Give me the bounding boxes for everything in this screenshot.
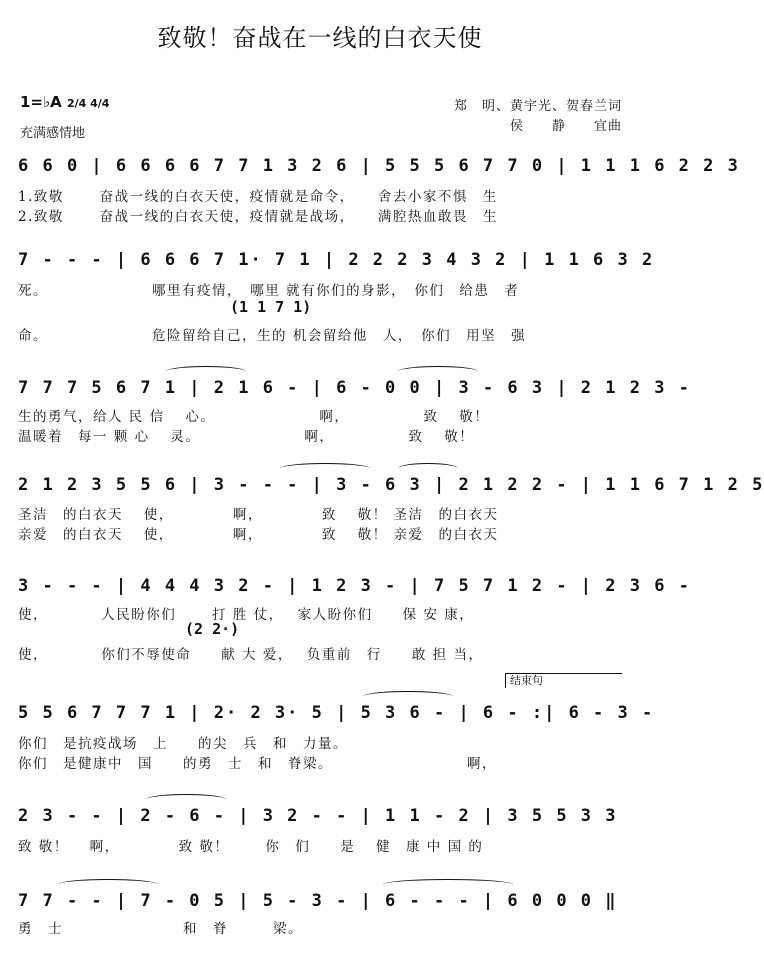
slur	[166, 366, 246, 377]
notation-line: 7 - - - | 6 6 6 7 1· 7 1 | 2 2 2 3 4 3 2 | 1 1 6 3 2	[18, 250, 655, 270]
notation-line: 7 7 7 5 6 7 1 | 2 1 6 - | 6 - 0 0 | 3 - 6 3 | 2 1 2 3 -	[18, 378, 691, 398]
slur	[280, 463, 370, 474]
lyric-line-8: 勇 士 和 脊 梁。	[18, 921, 303, 937]
composer-credit: 侯 静 宜曲	[509, 119, 622, 134]
alternate-notes: (2 2·)	[185, 620, 240, 638]
lyric-line-4-verse-2: 亲爱 的白衣天 使， 啊， 致 敬！ 亲爱 的白衣天	[18, 527, 499, 543]
lyric-line-4-verse-1: 圣洁 的白衣天 使， 啊， 致 敬！ 圣洁 的白衣天	[18, 507, 499, 523]
slur	[363, 691, 453, 702]
staff-row-5	[18, 570, 691, 604]
lyric-line-2-verse-1: 死。 哪里有疫情， 哪里 就有你们的身影， 你们 给患 者	[18, 283, 520, 299]
staff-row-1	[18, 150, 740, 184]
staff-row-2	[18, 244, 655, 278]
notation-line: 3 - - - | 4 4 4 3 2 - | 1 2 3 - | 7 5 7 1 2 - | 2 3 6 -	[18, 576, 691, 596]
slur	[398, 463, 458, 474]
lyric-line-5-verse-1: 使， 人民盼你们 打 胜 仗， 家人盼你们 保 安 康，	[18, 607, 475, 623]
notation-line: 2 3 - - | 2 - 6 - | 3 2 - - | 1 1 - 2 | 3 5 5 3 3	[18, 806, 618, 826]
staff-row-3	[18, 372, 691, 406]
lyric-line-3-verse-2: 温暖着 每一 颗 心 灵。 啊， 致 敬！	[18, 429, 475, 445]
slur	[146, 794, 226, 805]
staff-row-6	[18, 697, 655, 731]
song-title: 致敬！奋战在一线的白衣天使	[157, 24, 483, 52]
ending-label: 结束句	[505, 673, 622, 688]
notation-line: 5 5 6 7 7 7 1 | 2· 2 3· 5 | 5 3 6 - | 6 - :| 6 - 3 -	[18, 703, 655, 723]
lyricist-credit: 郑 明、黄宇光、贺春兰词	[453, 99, 622, 114]
slur	[58, 879, 158, 890]
staff-row-8	[18, 885, 622, 919]
lyric-line-2-verse-2: 命。 危险留给自己，生的 机会留给他 人， 你们 用坚 强	[18, 328, 527, 344]
lyric-line-3-verse-1: 生的勇气，给人 民 信 心。 啊， 致 敬！	[18, 409, 490, 425]
staff-row-4	[18, 469, 764, 503]
staff-row-7	[18, 800, 622, 834]
key-signature	[20, 93, 109, 111]
alternate-notes: (1 1 7 1)	[230, 298, 312, 316]
key-label: 1=♭A	[20, 93, 62, 111]
lyric-line-6-verse-1: 你们 是抗疫战场 上 的尖 兵 和 力量。	[18, 736, 348, 752]
notation-line: 7 7 - - | 7 - 0 5 | 5 - 3 - | 6 - - - | 6 0 0 0 ‖	[18, 891, 618, 911]
lyric-line-5-verse-2: 使， 你们不辱使命 献 大 爱， 负重前 行 敢 担 当，	[18, 647, 484, 663]
lyric-line-6-verse-2: 你们 是健康中 国 的勇 士 和 脊梁。 啊，	[18, 756, 498, 772]
lyric-line-1-verse-2: 2.致敬 奋战一线的白衣天使，疫情就是战场， 满腔热血敢畏 生	[18, 209, 498, 225]
slur	[398, 366, 478, 377]
slur	[383, 879, 513, 890]
lyric-line-1-verse-1: 1.致敬 奋战一线的白衣天使，疫情就是命令， 舍去小家不惧 生	[18, 189, 498, 205]
notation-line: 2 1 2 3 5 5 6 | 3 - - - | 3 - 6 3 | 2 1 2 2 - | 1 1 6 7 1 2 5	[18, 475, 764, 495]
lyric-line-7: 致 敬！ 啊， 致 敬！ 你 们 是 健 康 中 国 的	[18, 839, 484, 855]
tempo-marking: 充满感情地	[20, 126, 86, 141]
time-signature: 2/4 4/4	[66, 97, 110, 110]
notation-line: 6 6 0 | 6 6 6 6 7 7 1 3 2 6 | 5 5 5 6 7 7 0 | 1 1 1 6 2 2 3	[18, 156, 740, 176]
